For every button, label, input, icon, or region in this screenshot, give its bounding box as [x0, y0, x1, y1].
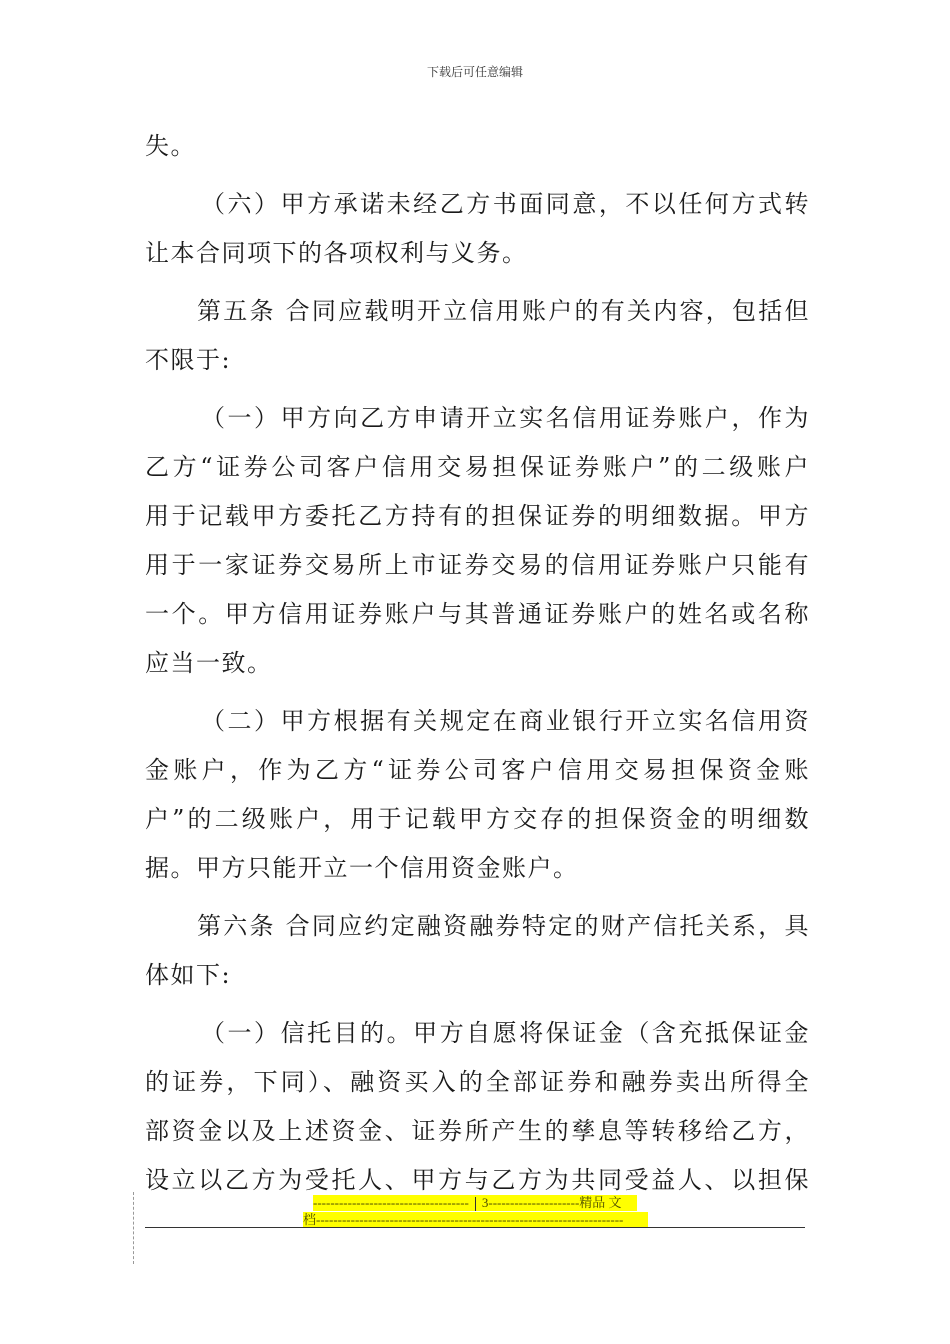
article-heading-line: 第五条 合同应载明开立信用账户的有关内容，包括但 — [197, 297, 810, 325]
text-line: 部资金以及上述资金、证券所产生的孳息等转移给乙方， — [145, 1117, 810, 1145]
footer-dashes-left: ------------------------------------ — [313, 1195, 469, 1210]
text-line: 失。 — [145, 132, 196, 160]
document-body — [145, 122, 810, 1205]
text-line: 应当一致。 — [145, 649, 273, 677]
page-separator — [475, 1197, 476, 1211]
text-line: 户”的二级账户，用于记载甲方交存的担保资金的明细数 — [145, 805, 810, 833]
text-line: 不限于: — [145, 346, 232, 374]
text-line: 让本合同项下的各项权利与义务。 — [145, 239, 528, 267]
text-line: 乙方“证券公司客户信用交易担保证券账户”的二级账户 — [145, 453, 810, 481]
text-line: 金账户，作为乙方“证券公司客户信用交易担保资金账 — [145, 756, 810, 784]
text-line: （一）甲方向乙方申请开立实名信用证券账户，作为 — [201, 404, 810, 432]
article-heading-line: 第六条 合同应约定融资融券特定的财产信托关系，具 — [197, 912, 810, 940]
text-line: 设立以乙方为受托人、甲方与乙方为共同受益人、以担保 — [145, 1166, 810, 1194]
page-header: 下载后可任意编辑 — [426, 65, 523, 79]
text-line: 体如下: — [145, 961, 232, 989]
text-line: 据。甲方只能开立一个信用资金账户。 — [145, 854, 579, 882]
page-number: 3 — [481, 1195, 489, 1210]
text-line: （二）甲方根据有关规定在商业银行开立实名信用资 — [201, 707, 810, 735]
text-line: 一个。甲方信用证券账户与其普通证券账户的姓名或名称 — [145, 600, 810, 628]
text-line: 的证券，下同）、融资买入的全部证券和融券卖出所得全 — [145, 1068, 810, 1096]
footer-rule — [145, 1227, 805, 1228]
page-footer-row-2: 档----------------------------------------------------------------------- — [303, 1212, 648, 1227]
text-line: （一）信托目的。甲方自愿将保证金（含充抵保证金 — [201, 1019, 810, 1047]
page-footer-row — [313, 1195, 637, 1211]
footer-dashes-right: ---------------------精品 文 — [488, 1195, 622, 1210]
text-line: （六）甲方承诺未经乙方书面同意，不以任何方式转 — [201, 190, 810, 218]
margin-guide-line — [133, 1192, 134, 1264]
text-line: 用于一家证券交易所上市证券交易的信用证券账户只能有 — [145, 551, 810, 579]
text-line: 用于记载甲方委托乙方持有的担保证券的明细数据。甲方 — [145, 502, 810, 530]
